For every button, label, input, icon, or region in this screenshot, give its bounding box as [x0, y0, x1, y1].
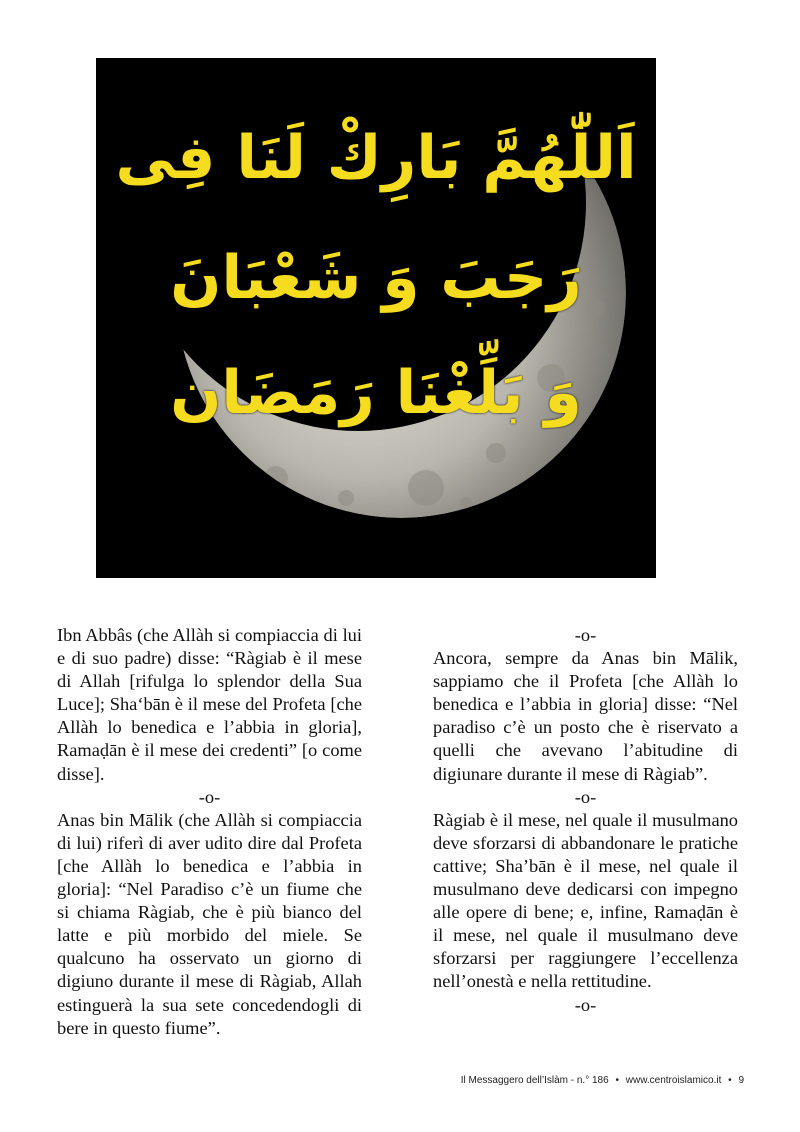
arabic-prayer-line-3: وَ بَلِّغْنَا رَمَضَان — [170, 358, 582, 428]
section-separator: -o- — [574, 625, 597, 645]
arabic-prayer-line-2: رَجَبَ وَ شَعْبَانَ — [170, 243, 582, 313]
paragraph-anas-bin-malik: Anas bin Mālik (che Allàh si compiaccia di lui) riferì di aver udito dire dal Profeta [che Allàh lo benedica e l’abbia in gloria]: “Nel Paradiso c’è un fiume che si chiama Ràgiab, che è più bianco del latte e più morbido del miele. Se qualcuno ha osservato un giorno di digiuno durante il mese di Ràgiab, Allah estinguerà la sua sete concedendogli di bere in questo fiume”. — [57, 809, 362, 1038]
right-text-column — [433, 624, 738, 1017]
website-link[interactable]: www.centroislamico.it — [625, 1075, 722, 1086]
left-text-column — [57, 624, 362, 1040]
arabic-prayer-line-1: اَللّٰهُمَّ بَارِكْ لَنَا فِى — [115, 123, 637, 193]
section-separator: -o- — [574, 994, 597, 1015]
section-separator: -o- — [198, 786, 221, 807]
page-number: 9 — [738, 1075, 744, 1086]
paragraph-ibn-abbas: Ibn Abbâs (che Allàh si compiaccia di lui e di suo padre) disse: “Ràgiab è il mese di Allah [rifulga lo splendor della Sua Luce]; Sha‘bān è il mese del Profeta [che Allàh lo benedica e l’abbia in gloria], Ramaḍān è il mese dei credenti” [o come disse]. — [57, 625, 362, 784]
paragraph-ragiab-mese: Ràgiab è il mese, nel quale il musulmano deve sforzarsi di abbandonare le pratiche cattive; Sha’bān è il mese, nel quale il musulmano deve dedicarsi con impegno alle opere di bene; e, infine, Ramaḍān è il mese, nel quale il musulmano deve sforzarsi per raggiungere l’eccellenza nell’onestà e nella rettitudine. — [433, 809, 738, 992]
bullet-separator: • — [615, 1075, 619, 1086]
crescent-moon-image — [96, 58, 656, 578]
section-separator: -o- — [574, 786, 597, 807]
paragraph-ancora: Ancora, sempre da Anas bin Mālik, sappiamo che il Profeta [che Allàh lo benedica e l’abbia in gloria] disse: “Nel paradiso c’è un posto che è riservato a quelli che avevano l’abitudine di digiunare durante il mese di Ràgiab”. — [433, 648, 738, 784]
publication-title: Il Messaggero dell’Islàm - n.° 186 — [460, 1075, 609, 1086]
bullet-separator: • — [728, 1075, 732, 1086]
page-footer — [461, 1075, 744, 1086]
